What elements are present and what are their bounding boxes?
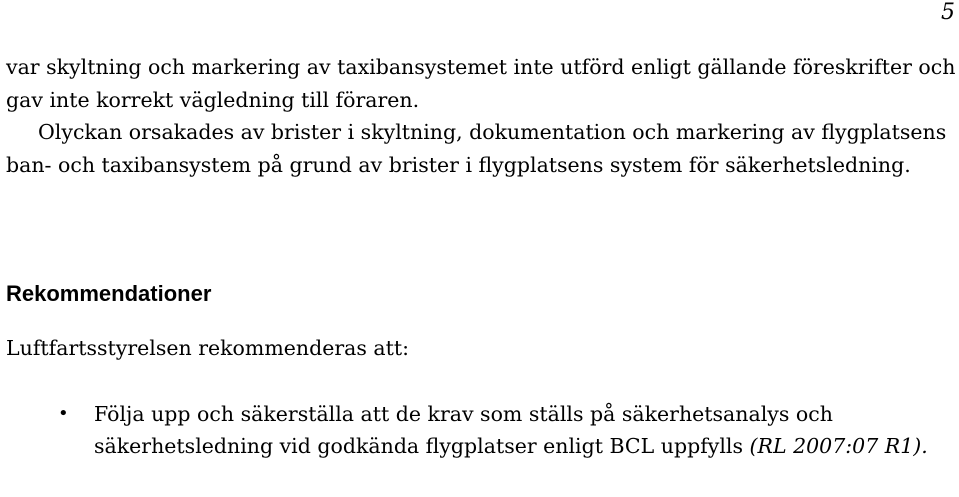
section-heading: Rekommendationer — [6, 281, 212, 306]
recommendations-list — [0, 398, 959, 462]
recommendations-intro: Luftfartsstyrelsen rekommenderas att: — [6, 336, 410, 360]
bullet-icon: • — [58, 403, 69, 424]
recommendation-reference: (RL 2007:07 R1). — [749, 434, 928, 458]
list-item — [0, 398, 959, 462]
page-number: 5 — [941, 0, 955, 25]
paragraph-1: var skyltning och markering av taxibansystemet inte utförd enligt gällande föreskrifter och gav inte korrekt vägledning till föraren. — [6, 55, 956, 112]
recommendation-text: Följa upp och säkerställa att de krav som ställs på säkerhetsanalys och säkerhetsledning vid godkända flygplatser enligt BCL uppfylls — [94, 402, 833, 458]
paragraph-2: Olyckan orsakades av brister i skyltning, dokumentation och markering av flygplatsens ban- och taxibansystem på grund av brister i flygplatsens system för säkerhetsledning. — [6, 120, 947, 177]
